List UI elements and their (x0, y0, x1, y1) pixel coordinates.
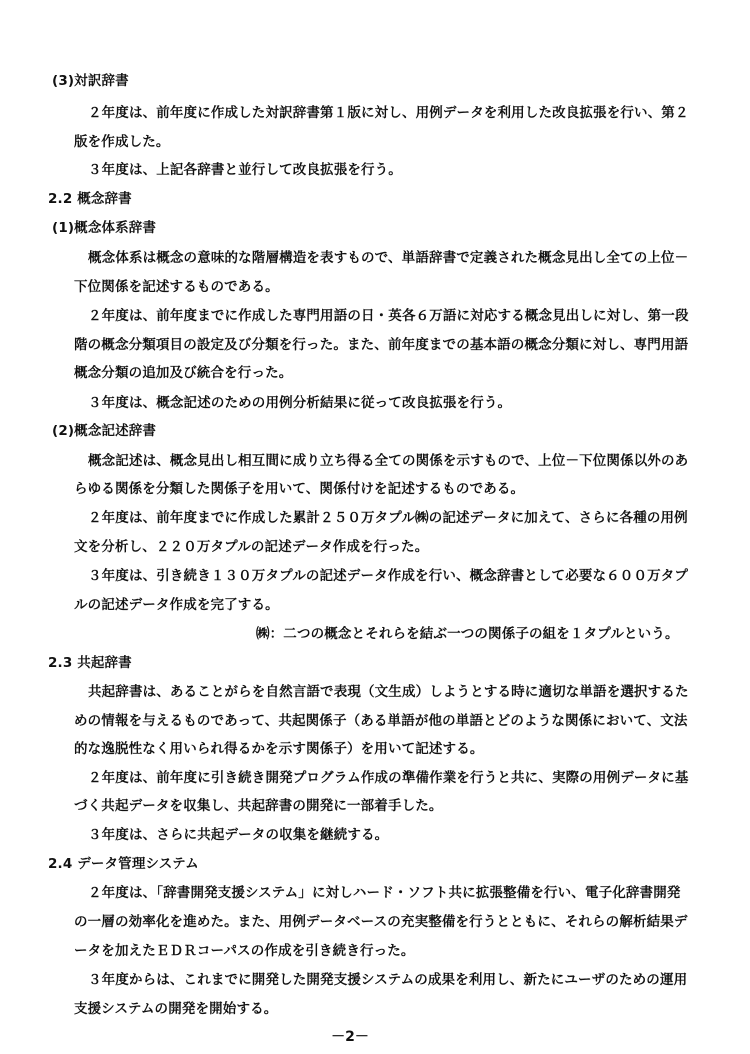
paragraph-line: 文を分析し、２２０万タプルの記述データ作成を行った。 (74, 539, 429, 555)
paragraph-line: ータを加えたＥＤＲコーパスの作成を引き続き行った。 (74, 943, 415, 959)
paragraph-line: ３年度は、概念記述のための用例分析結果に従って改良拡張を行う。 (88, 395, 512, 411)
paragraph-line: 概念体系は概念の意味的な階層構造を表すもので、単語辞書で定義された概念見出し全ての上位－ (88, 250, 689, 266)
paragraph-line: 階の概念分類項目の設定及び分類を行った。また、前年度までの基本語の概念分類に対し、専門用語 (74, 337, 689, 353)
paragraph-line: めの情報を与えるものであって、共起関係子（ある単語が他の単語とどのような関係において、文法 (74, 713, 688, 729)
paragraph-line: 支援システムの開発を開始する。 (74, 1001, 278, 1017)
paragraph-line: ２年度は、前年度に作成した対訳辞書第１版に対し、用例データを利用した改良拡張を行い、第２ (88, 105, 689, 121)
section-heading-gainen: 2.2 概念辞書 (48, 191, 132, 207)
section-heading-taiyaku: (3)対訳辞書 (52, 73, 129, 89)
paragraph-line: ３年度からは、これまでに開発した開発支援システムの成果を利用し、新たにユーザのための運用 (88, 972, 688, 988)
paragraph-line: ３年度は、上記各辞書と並行して改良拡張を行う。 (88, 162, 402, 178)
paragraph-line: ルの記述データ作成を完了する。 (74, 597, 279, 613)
subsection-heading-kijutsu: (2)概念記述辞書 (52, 423, 157, 439)
paragraph-line: 概念記述は、概念見出し相互間に成り立ち得る全ての関係を示すもので、上位－下位関係以外のあ (88, 453, 689, 469)
paragraph-line: 版を作成した。 (74, 134, 170, 150)
paragraph-line: づく共起データを収集し、共起辞書の開発に一部着手した。 (74, 798, 443, 814)
paragraph-line: らゆる関係を分類した関係子を用いて、関係付けを記述するものである。 (74, 481, 525, 497)
paragraph-line: ２年度は、「辞書開発支援システム」に対しハード・ソフト共に拡張整備を行い、電子化辞書開発 (88, 885, 681, 901)
subsection-heading-taikei: (1)概念体系辞書 (52, 220, 157, 236)
paragraph-line: ２年度は、前年度に引き続き開発プログラム作成の準備作業を行うと共に、実際の用例データに基 (88, 770, 689, 786)
paragraph-line: 概念分類の追加及び統合を行った。 (74, 365, 293, 381)
paragraph-line: ３年度は、引き続き１３０万タプルの記述データ作成を行い、概念辞書として必要な６００万タプ (88, 568, 689, 584)
paragraph-line: ３年度は、さらに共起データの収集を継続する。 (88, 827, 389, 843)
page-number: －2－ (331, 1029, 369, 1045)
section-heading-kyouki: 2.3 共起辞書 (48, 655, 132, 671)
footnote: ㈱：二つの概念とそれらを結ぶ一つの関係子の組を１タプルという。 (256, 626, 679, 642)
paragraph-line: ２年度は、前年度までに作成した累計２５０万タプル㈱の記述データに加えて、さらに各種の用例 (88, 510, 688, 526)
paragraph-line: 的な逸脱性なく用いられ得るかを示す関係子）を用いて記述する。 (74, 741, 484, 757)
section-heading-data-kanri: 2.4 データ管理システム (48, 856, 199, 872)
paragraph-line: の一層の効率化を進めた。また、用例データベースの充実整備を行うとともに、それらの解析結果デ (74, 914, 688, 930)
paragraph-line: ２年度は、前年度までに作成した専門用語の日・英各６万語に対応する概念見出しに対し、第一段 (88, 308, 689, 324)
paragraph-line: 共起辞書は、あることがらを自然言語で表現（文生成）しようとする時に適切な単語を選択するた (88, 684, 689, 700)
paragraph-line: 下位関係を記述するものである。 (74, 279, 279, 295)
